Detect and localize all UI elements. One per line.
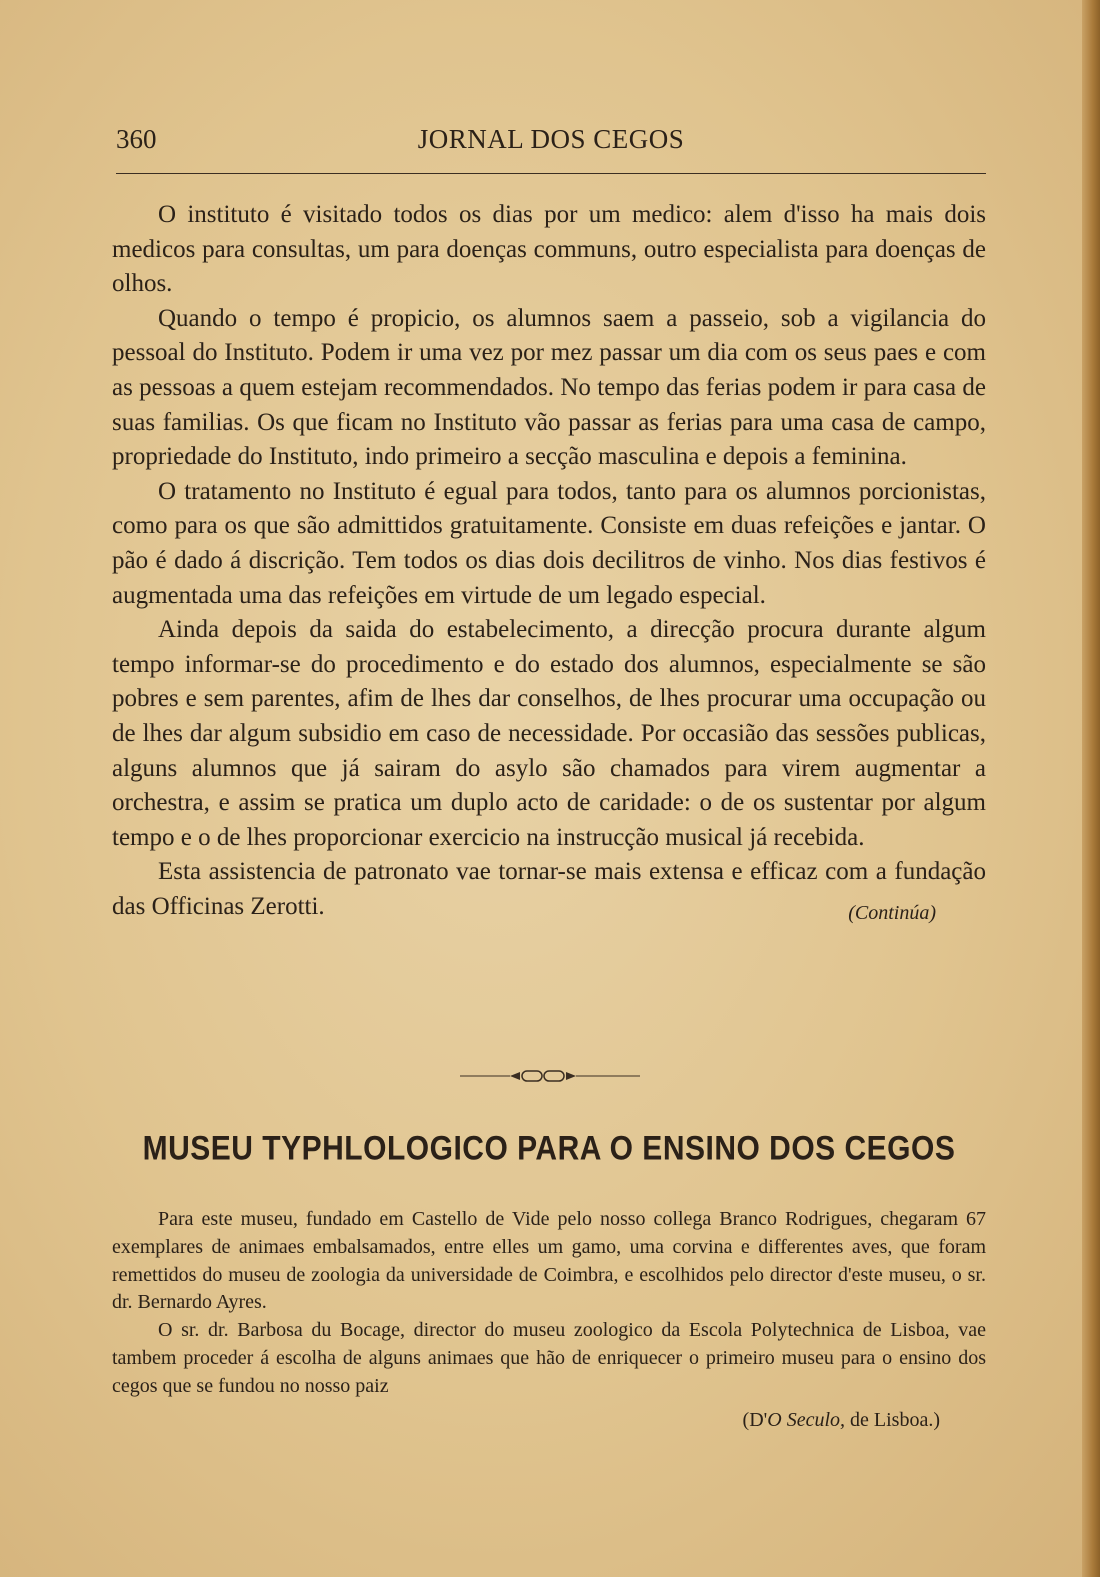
header-rule <box>116 173 986 174</box>
article-paragraph: Quando o tempo é propicio, os alumnos saem a passeio, sob a vigilancia do pessoal do Instituto. Podem ir uma vez por mez passar um dia com os seus paes e com as pessoas a quem estejam recommendados. No tempo das ferias podem ir para casa de suas familias. Os que ficam no Instituto vão passar as ferias para uma casa de campo, propriedade do Instituto, indo primeiro a secção masculina e depois a feminina. <box>112 304 986 471</box>
source-citation <box>112 1407 986 1435</box>
museum-paragraph: Para este museu, fundado em Castello de Vide pelo nosso collega Branco Rodrigues, chegaram 67 exemplares de animaes embalsamados, entre elles um gamo, uma corvina e differentes aves, que foram remettidos do museu de zoologia da universidade de Coimbra, e escolhidos pelo director d'este museu, o sr. dr. Bernardo Ayres. <box>112 1208 986 1314</box>
continued-label: (Continúa) <box>848 901 936 924</box>
article-paragraph: O instituto é visitado todos os dias por um medico: alem d'isso ha mais dois medicos para consultas, um para doenças communs, outro especialista para doenças de olhos. <box>112 201 986 298</box>
page-header <box>116 124 986 164</box>
museum-section-title: MUSEU TYPHLOLOGICO PARA O ENSINO DOS CEGOS <box>142 1129 956 1168</box>
source-name: O Seculo, <box>767 1408 846 1431</box>
source-suffix: de Lisboa.) <box>845 1408 940 1431</box>
divider-ornament <box>460 1068 640 1084</box>
page-number: 360 <box>116 124 157 154</box>
journal-title: JORNAL DOS CEGOS <box>417 124 685 154</box>
museum-paragraph: O sr. dr. Barbosa du Bocage, director do museu zoologico da Escola Polytechnica de Lisboa, vae tambem proceder á escolha de alguns animaes que hão de enriquecer o primeiro museu para o ensino dos cegos que se fundou no nosso paiz <box>112 1319 986 1397</box>
page-edge <box>1082 0 1100 1577</box>
article-paragraph: O tratamento no Instituto é egual para todos, tanto para os alumnos porcionistas, como para os que são admittidos gratuitamente. Consiste em duas refeições e jantar. O pão é dado á discrição. Tem todos os dias dois decilitros de vinho. Nos dias festivos é augmentada uma das refeições em virtude de um legado especial. <box>112 477 986 609</box>
article-body <box>112 198 986 930</box>
article-paragraph-text: Esta assistencia de patronato vae tornar-se mais extensa e efficaz com a fundação das Officinas Zerotti. <box>112 858 986 920</box>
museum-body <box>112 1206 986 1434</box>
source-prefix: (D' <box>742 1408 768 1431</box>
article-paragraph <box>112 855 986 924</box>
article-paragraph: Ainda depois da saida do estabelecimento, a direcção procura durante algum tempo informar-se do procedimento e do estado dos alumnos, especialmente se são pobres e sem parentes, afim de lhes dar conselhos, de lhes procurar uma occupação ou de lhes dar algum subsidio em caso de necessidade. Por occasião das sessões publicas, alguns alumnos que já sairam do asylo são chamados para virem augmentar a orchestra, e assim se pratica um duplo acto de caridade: o de os sustentar por algum tempo e o de lhes proporcionar exercicio na instrucção musical já recebida. <box>112 616 986 851</box>
